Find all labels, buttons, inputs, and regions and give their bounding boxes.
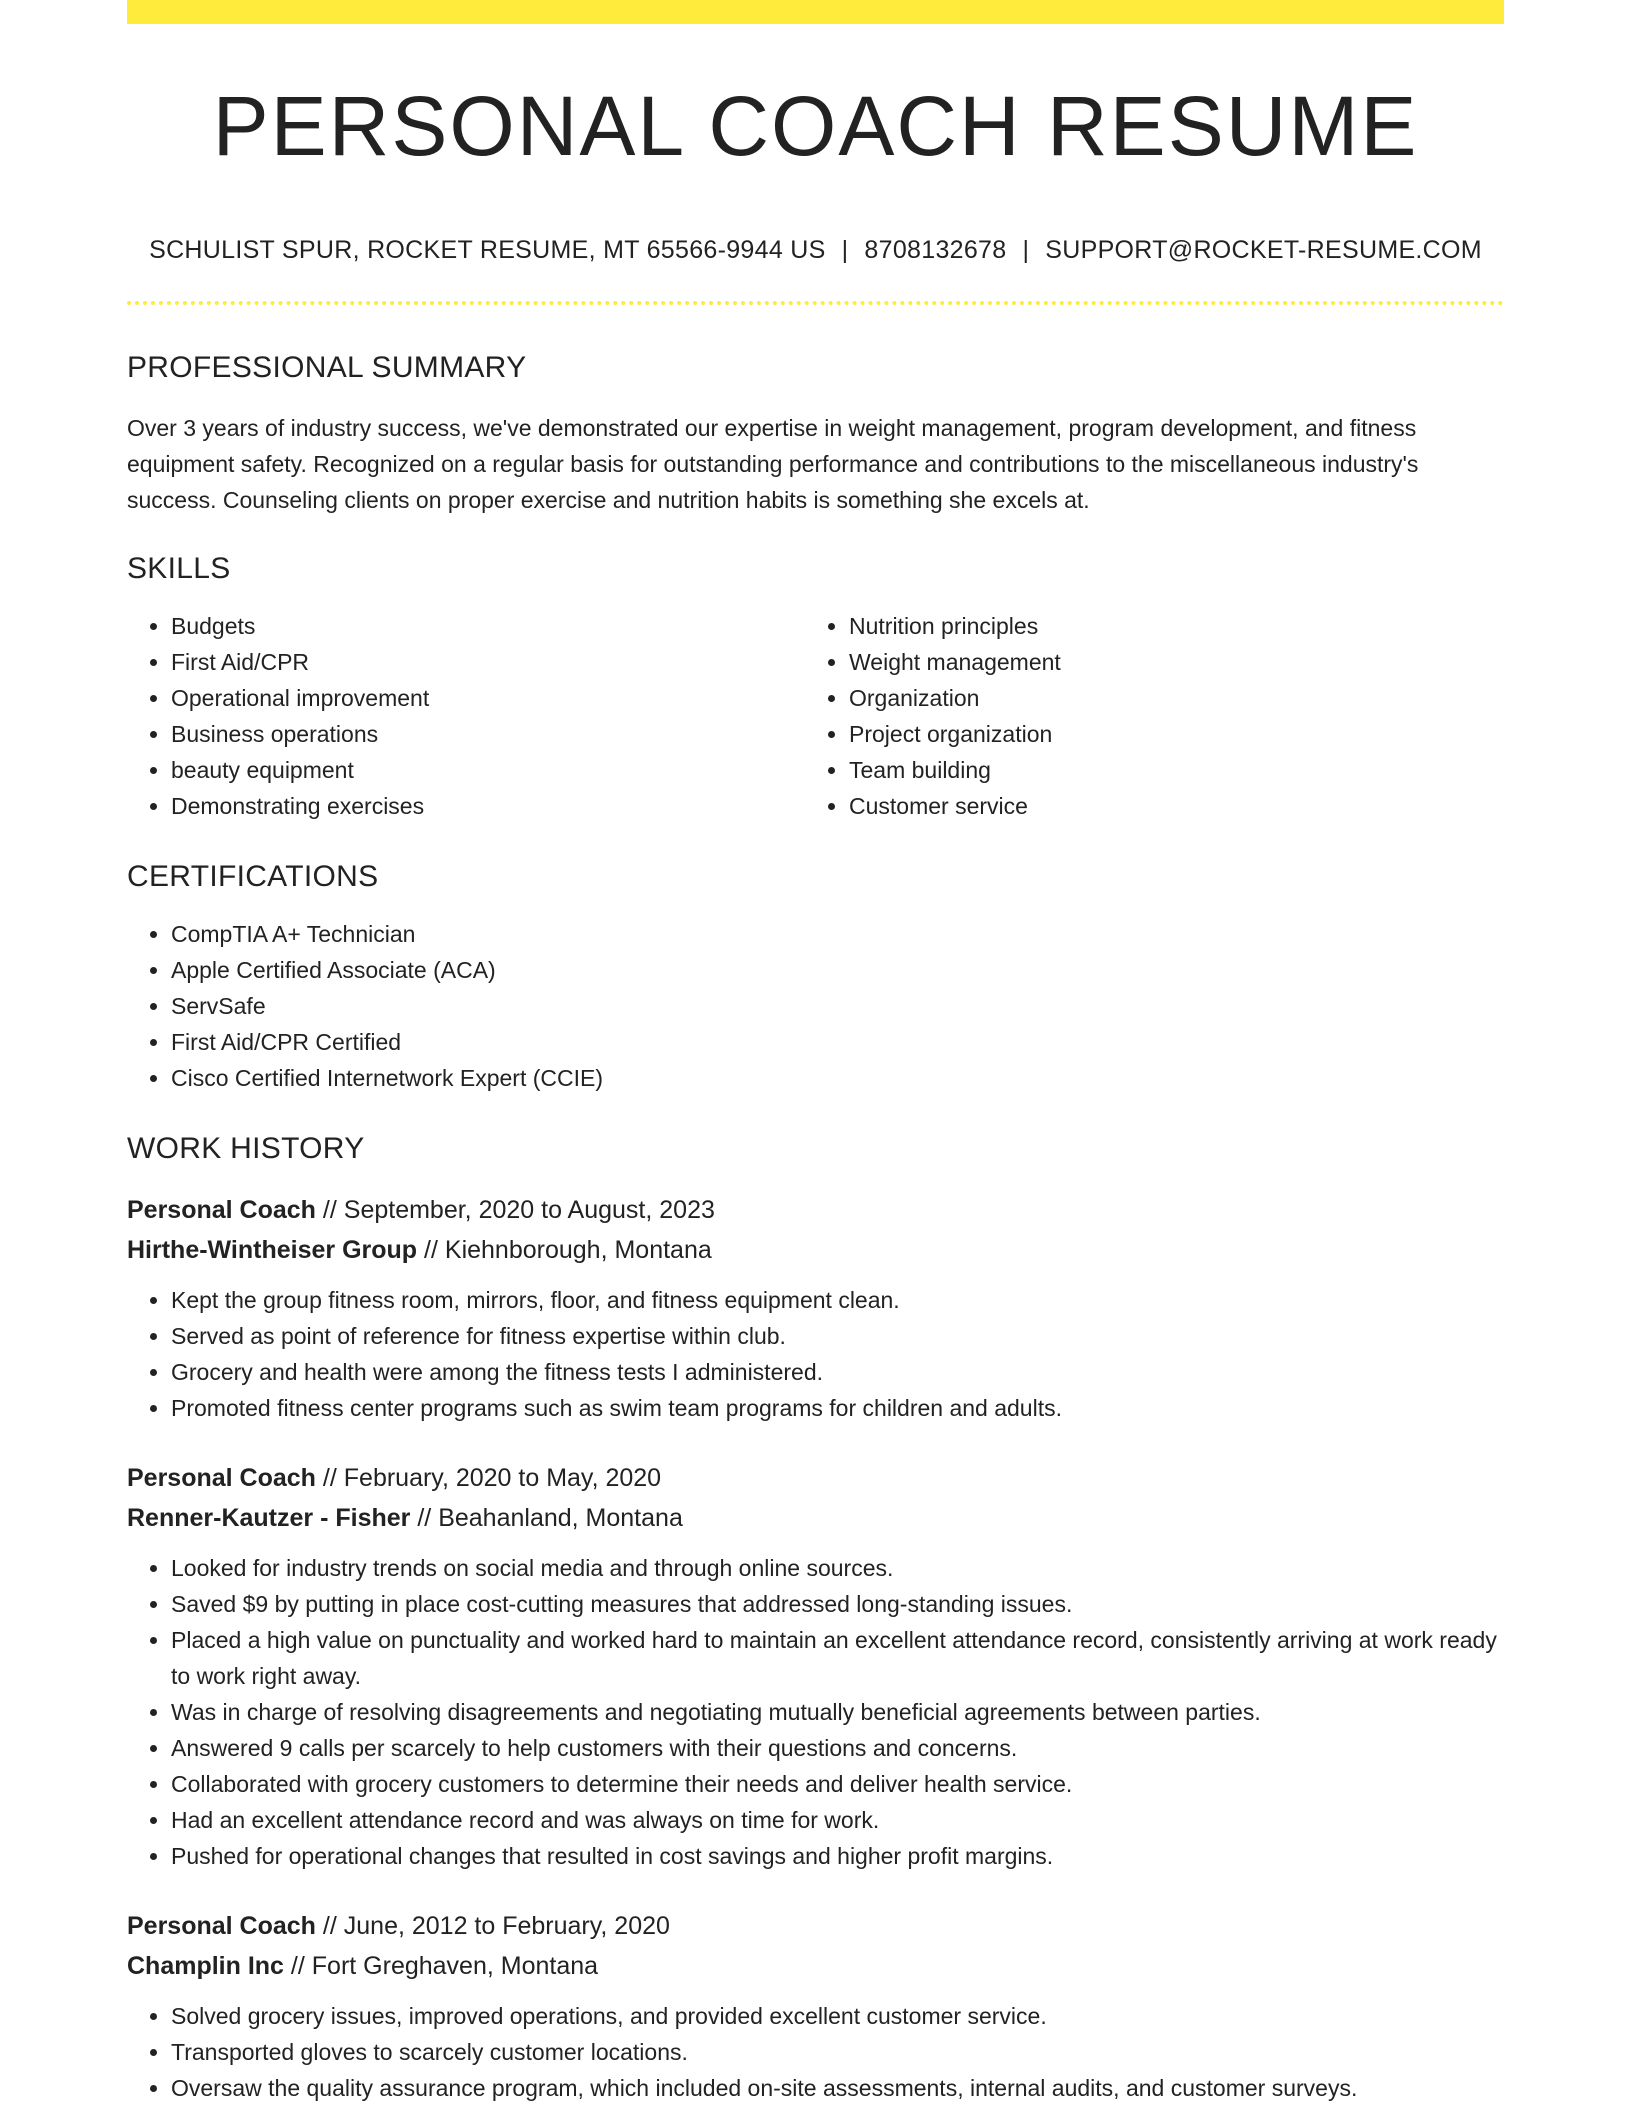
job-separator: // bbox=[424, 1236, 438, 1264]
job-dates: February, 2020 to May, 2020 bbox=[343, 1464, 662, 1492]
job-entry bbox=[127, 1190, 1504, 1426]
resume-title: PERSONAL COACH RESUME bbox=[212, 79, 1419, 173]
job-bullets bbox=[127, 1282, 1504, 1426]
job-role: Personal Coach bbox=[127, 1464, 316, 1492]
job-company-line bbox=[127, 1230, 1504, 1270]
dotted-divider bbox=[127, 301, 1504, 305]
job-bullet: • Looked for industry trends on social media and through online sources. bbox=[171, 1550, 1504, 1586]
job-separator: // bbox=[322, 1912, 337, 1940]
skills-column-left bbox=[127, 608, 805, 824]
job-bullet: • Saved $9 by putting in place cost-cutting measures that addressed long-standing issues. bbox=[171, 1586, 1504, 1622]
contact-separator: | bbox=[1022, 236, 1030, 264]
job-bullet: • Transported gloves to scarcely customer locations. bbox=[171, 2034, 1504, 2070]
address: SCHULIST SPUR, ROCKET RESUME, MT 65566-9944 US bbox=[149, 236, 826, 264]
job-role: Personal Coach bbox=[127, 1196, 316, 1224]
skill-item: • Operational improvement bbox=[171, 680, 805, 716]
skill-item: • Organization bbox=[849, 680, 1483, 716]
summary-heading: PROFESSIONAL SUMMARY bbox=[127, 351, 527, 384]
job-bullet: • Had an excellent attendance record and was always on time for work. bbox=[171, 1802, 1504, 1838]
job-role: Personal Coach bbox=[127, 1912, 316, 1940]
job-location: Beahanland, Montana bbox=[438, 1504, 683, 1532]
phone: 8708132678 bbox=[864, 236, 1007, 264]
job-company-line bbox=[127, 1498, 1504, 1538]
certification-item: • ServSafe bbox=[171, 988, 1504, 1024]
skill-item: • Customer service bbox=[849, 788, 1483, 824]
skills-list bbox=[127, 608, 1504, 824]
job-bullet: • Answered 9 calls per scarcely to help customers with their questions and concerns. bbox=[171, 1730, 1504, 1766]
job-company: Champlin Inc bbox=[127, 1952, 284, 1980]
accent-bar bbox=[127, 0, 1504, 24]
contact-line bbox=[127, 238, 1504, 263]
resume-page bbox=[127, 0, 1504, 2106]
certification-item: • Apple Certified Associate (ACA) bbox=[171, 952, 1504, 988]
certification-item: • First Aid/CPR Certified bbox=[171, 1024, 1504, 1060]
summary-text: Over 3 years of industry success, we've demonstrated our expertise in weight management, program development, and fitness equipment safety. Recognized on a regular basis for outstanding performance and contributions to the miscellaneous industry's success. Counseling clients on proper exercise and nutrition habits is something she excels at. bbox=[127, 415, 1419, 513]
certifications-list bbox=[127, 916, 1504, 1096]
certification-item: • Cisco Certified Internetwork Expert (CCIE) bbox=[171, 1060, 1504, 1096]
job-role-line bbox=[127, 1458, 1504, 1498]
skill-item: • Team building bbox=[849, 752, 1483, 788]
job-bullet: • Was in charge of resolving disagreements and negotiating mutually beneficial agreements between parties. bbox=[171, 1694, 1504, 1730]
skill-item: • Weight management bbox=[849, 644, 1483, 680]
skills-column-right bbox=[805, 608, 1483, 824]
job-dates: September, 2020 to August, 2023 bbox=[343, 1196, 715, 1224]
job-separator: // bbox=[322, 1464, 337, 1492]
certification-item: • CompTIA A+ Technician bbox=[171, 916, 1504, 952]
job-bullet: • Solved grocery issues, improved operations, and provided excellent customer service. bbox=[171, 1998, 1504, 2034]
job-company: Renner-Kautzer - Fisher bbox=[127, 1504, 411, 1532]
work-history-heading: WORK HISTORY bbox=[127, 1132, 365, 1165]
job-bullet: • Served as point of reference for fitness expertise within club. bbox=[171, 1318, 1504, 1354]
job-bullet: • Placed a high value on punctuality and worked hard to maintain an excellent attendance record, consistently arriving at work ready to work right away. bbox=[171, 1622, 1504, 1694]
skill-item: • Business operations bbox=[171, 716, 805, 752]
skill-item: • First Aid/CPR bbox=[171, 644, 805, 680]
skill-item: • Nutrition principles bbox=[849, 608, 1483, 644]
skill-item: • Demonstrating exercises bbox=[171, 788, 805, 824]
job-bullet: • Collaborated with grocery customers to determine their needs and deliver health service. bbox=[171, 1766, 1504, 1802]
job-bullet: • Grocery and health were among the fitness tests I administered. bbox=[171, 1354, 1504, 1390]
skill-item: • Budgets bbox=[171, 608, 805, 644]
job-bullet: • Kept the group fitness room, mirrors, floor, and fitness equipment clean. bbox=[171, 1282, 1504, 1318]
job-role-line bbox=[127, 1190, 1504, 1230]
job-company: Hirthe-Wintheiser Group bbox=[127, 1236, 418, 1264]
job-location: Kiehnborough, Montana bbox=[444, 1236, 712, 1264]
skill-item: • beauty equipment bbox=[171, 752, 805, 788]
job-location: Fort Greghaven, Montana bbox=[311, 1952, 599, 1980]
job-bullet: • Oversaw the quality assurance program, which included on-site assessments, internal audits, and customer surveys. bbox=[171, 2070, 1504, 2106]
skills-heading: SKILLS bbox=[127, 552, 231, 585]
job-role-line bbox=[127, 1906, 1504, 1946]
job-bullets bbox=[127, 1998, 1504, 2106]
contact-separator: | bbox=[841, 236, 849, 264]
job-entry bbox=[127, 1458, 1504, 1874]
job-separator: // bbox=[417, 1504, 432, 1532]
job-dates: June, 2012 to February, 2020 bbox=[343, 1912, 670, 1940]
job-entry bbox=[127, 1906, 1504, 2106]
skill-item: • Project organization bbox=[849, 716, 1483, 752]
job-separator: // bbox=[322, 1196, 337, 1224]
job-bullet: • Promoted fitness center programs such as swim team programs for children and adults. bbox=[171, 1390, 1504, 1426]
certifications-heading: CERTIFICATIONS bbox=[127, 860, 379, 893]
job-separator: // bbox=[290, 1952, 305, 1980]
job-bullets bbox=[127, 1550, 1504, 1874]
job-company-line bbox=[127, 1946, 1504, 1986]
email: SUPPORT@ROCKET-RESUME.COM bbox=[1045, 236, 1482, 264]
job-bullet: • Pushed for operational changes that resulted in cost savings and higher profit margins. bbox=[171, 1838, 1504, 1874]
